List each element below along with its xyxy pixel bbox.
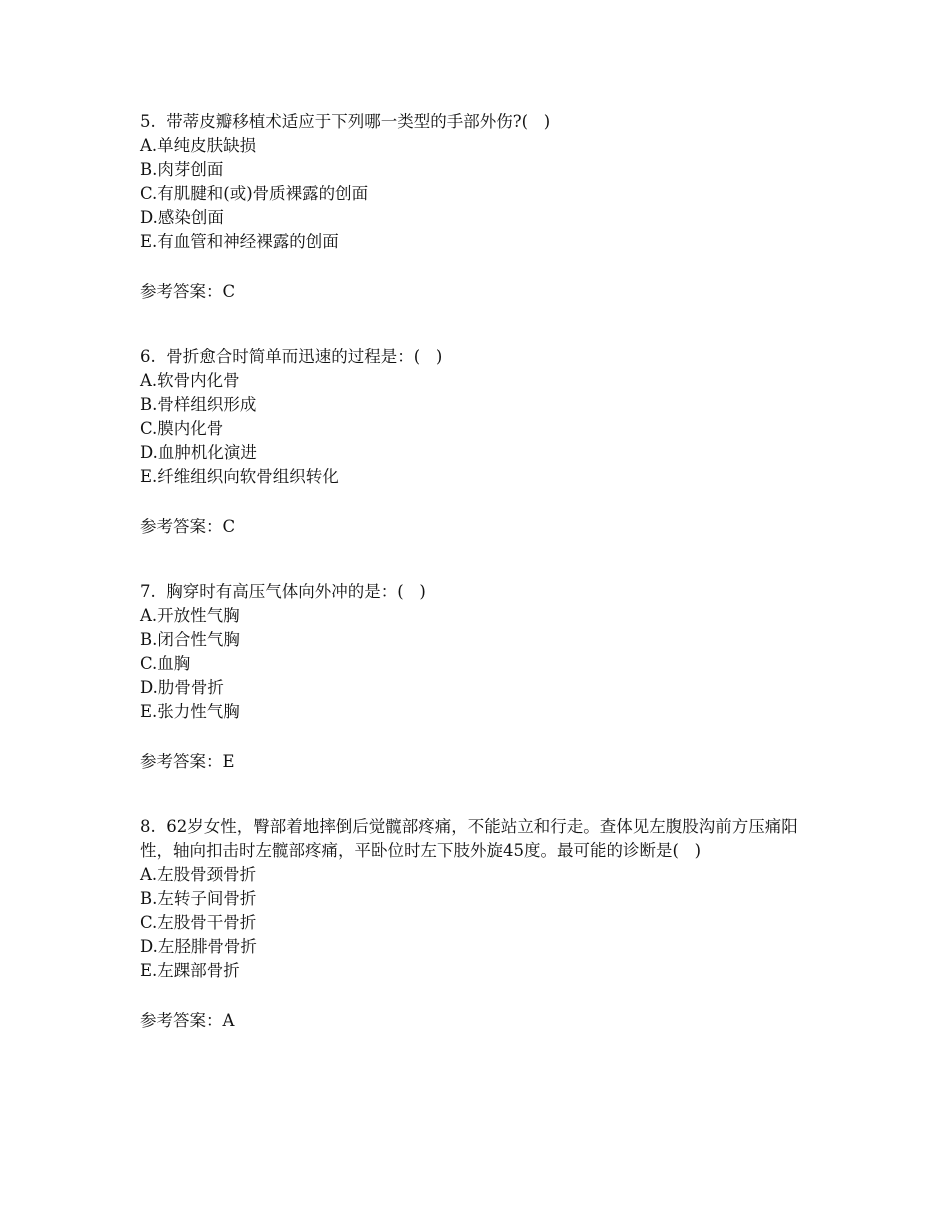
question-text: 5. 带蒂皮瓣移植术适应于下列哪一类型的手部外伤?( ) xyxy=(140,112,551,131)
option-c: C.血胸 xyxy=(140,654,191,673)
option-a: A.开放性气胸 xyxy=(140,606,240,625)
option-b: B.左转子间骨折 xyxy=(140,889,257,908)
option-e: E.左踝部骨折 xyxy=(140,961,240,980)
question-text: 7. 胸穿时有高压气体向外冲的是：( ) xyxy=(140,582,426,601)
option-d: D.肋骨骨折 xyxy=(140,678,224,697)
option-e: E.纤维组织向软骨组织转化 xyxy=(140,467,339,486)
option-d: D.血肿机化演进 xyxy=(140,443,257,462)
question-6 xyxy=(140,345,830,539)
reference-answer: 参考答案：A xyxy=(140,1011,235,1030)
question-text: 8. 62岁女性，臀部着地摔倒后觉髋部疼痛，不能站立和行走。查体见左腹股沟前方压痛阳性，轴向扣击时左髋部疼痛，平卧位时左下肢外旋45度。最可能的诊断是( ) xyxy=(140,817,798,860)
reference-answer: 参考答案：C xyxy=(140,517,236,536)
document-page xyxy=(140,110,830,1033)
option-a: A.左股骨颈骨折 xyxy=(140,865,257,884)
option-c: C.左股骨干骨折 xyxy=(140,913,257,932)
reference-answer: 参考答案：E xyxy=(140,752,235,771)
option-c: C.有肌腱和(或)骨质裸露的创面 xyxy=(140,184,369,203)
option-e: E.有血管和神经裸露的创面 xyxy=(140,232,339,251)
option-b: B.骨样组织形成 xyxy=(140,395,257,414)
question-7 xyxy=(140,580,830,774)
option-e: E.张力性气胸 xyxy=(140,702,240,721)
option-a: A.软骨内化骨 xyxy=(140,371,240,390)
option-b: B.肉芽创面 xyxy=(140,160,224,179)
option-a: A.单纯皮肤缺损 xyxy=(140,136,257,155)
question-5 xyxy=(140,110,830,304)
option-c: C.膜内化骨 xyxy=(140,419,224,438)
option-b: B.闭合性气胸 xyxy=(140,630,240,649)
question-8 xyxy=(140,815,830,1033)
option-d: D.感染创面 xyxy=(140,208,224,227)
option-d: D.左胫腓骨骨折 xyxy=(140,937,257,956)
reference-answer: 参考答案：C xyxy=(140,282,236,301)
question-text: 6. 骨折愈合时简单而迅速的过程是：( ) xyxy=(140,347,443,366)
